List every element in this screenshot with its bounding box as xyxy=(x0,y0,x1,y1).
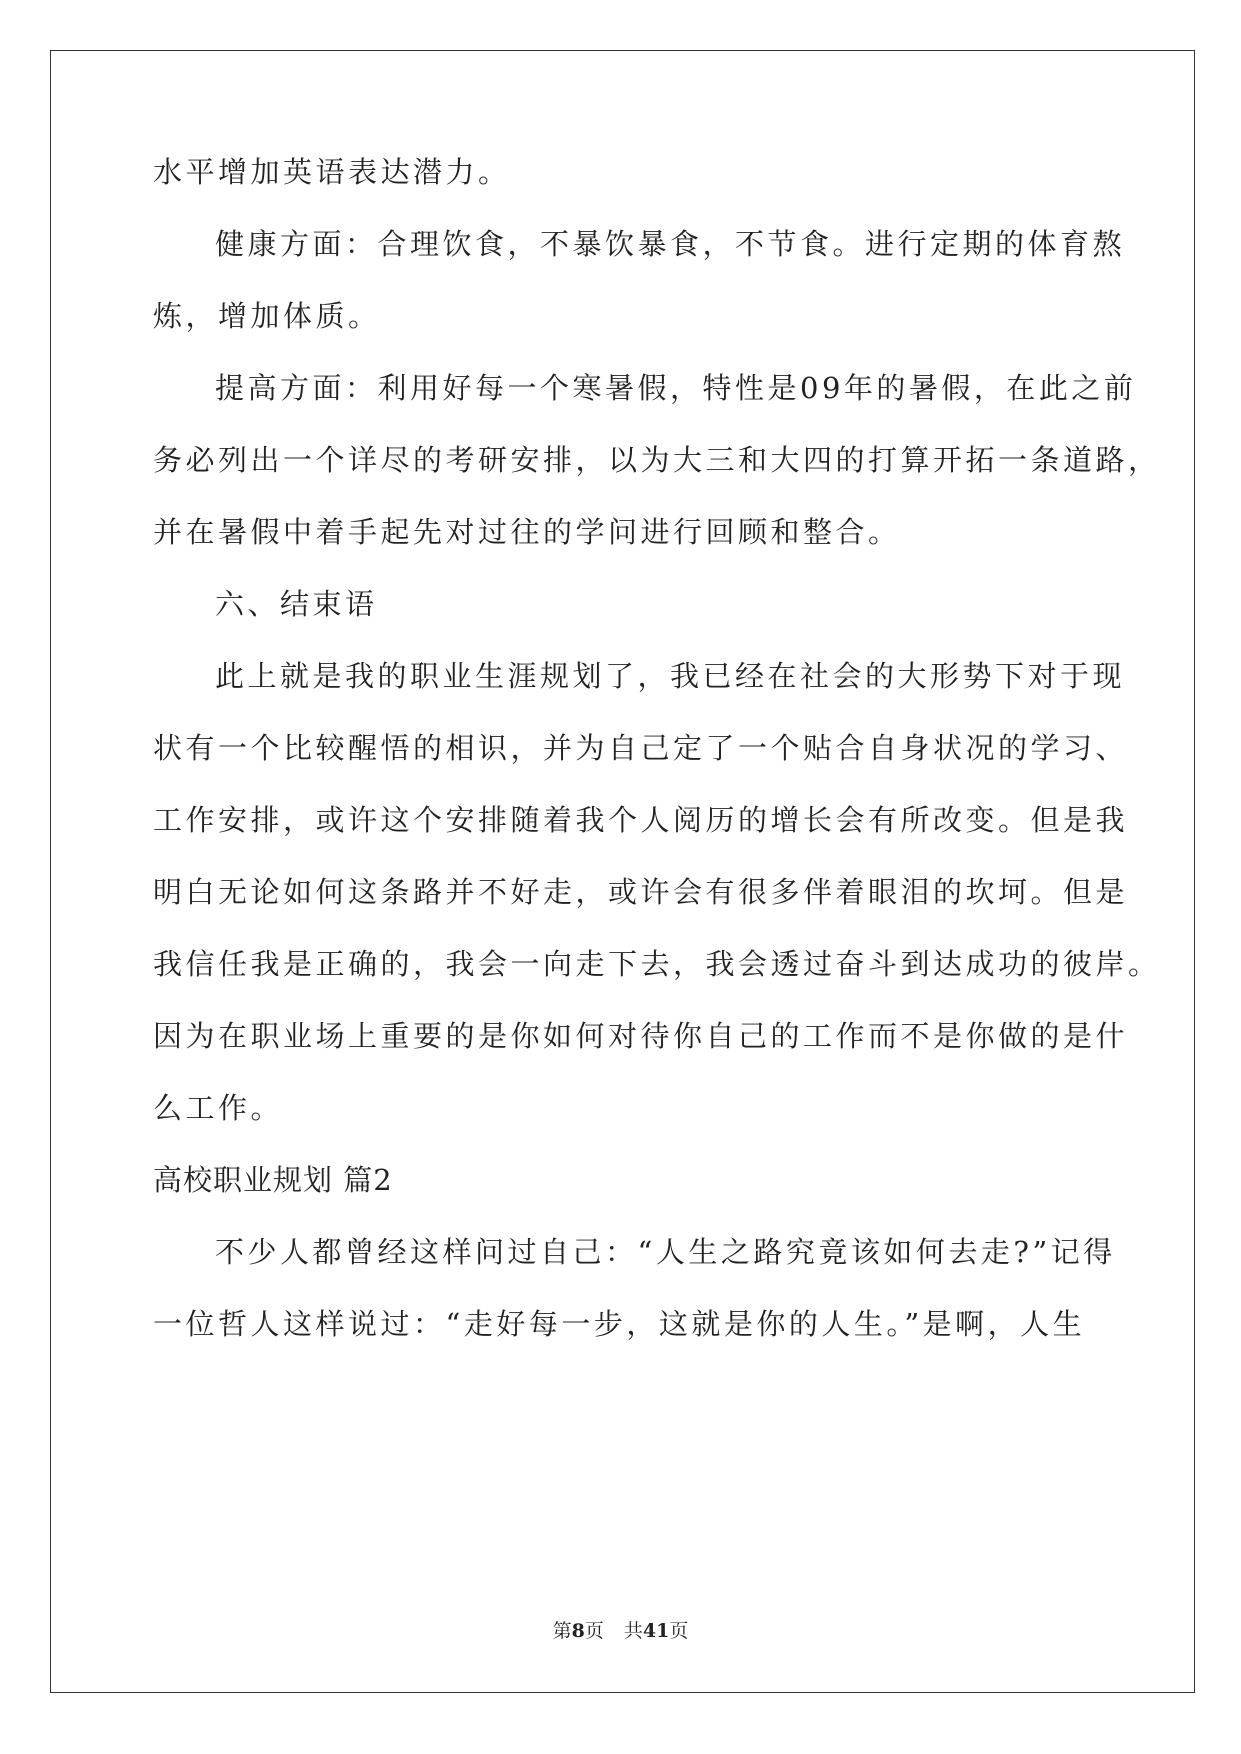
text-line: 我信任我是正确的，我会一向走下去，我会透过奋斗到达成功的彼岸。 xyxy=(153,947,1161,981)
text-line: 么工作。 xyxy=(153,1091,284,1125)
text-line: 因为在职业场上重要的是你如何对待你自己的工作而不是你做的是什 xyxy=(153,1019,1129,1053)
total-prefix: 共 xyxy=(623,1620,643,1642)
total-pages: 41 xyxy=(642,1620,670,1642)
text-line: 明白无论如何这条路并不好走，或许会有很多伴着眼泪的坎坷。但是 xyxy=(153,875,1129,909)
text-line: 工作安排，或许这个安排随着我个人阅历的增长会有所改变。但是我 xyxy=(153,803,1129,837)
page-suffix: 页 xyxy=(584,1620,604,1642)
text-line: 此上就是我的职业生涯规划了，我已经在社会的大形势下对于现 xyxy=(215,659,1126,693)
page-footer xyxy=(0,1618,1241,1644)
page-number: 8 xyxy=(571,1620,585,1642)
page-prefix: 第 xyxy=(552,1620,572,1642)
text-line: 健康方面：合理饮食，不暴饮暴食，不节食。进行定期的体育熬 xyxy=(215,227,1126,261)
text-line: 一位哲人这样说过：“走好每一步，这就是你的人生。”是啊，人生 xyxy=(153,1307,1086,1341)
text-line: 炼，增加体质。 xyxy=(153,299,381,333)
text-line: 不少人都曾经这样问过自己：“人生之路究竟该如何去走?”记得 xyxy=(215,1235,1116,1269)
text-line: 状有一个比较醒悟的相识，并为自己定了一个贴合自身状况的学习、 xyxy=(153,731,1129,765)
text-line: 并在暑假中着手起先对过往的学问进行回顾和整合。 xyxy=(153,515,901,549)
text-line: 水平增加英语表达潜力。 xyxy=(153,155,511,189)
article-heading: 高校职业规划 篇2 xyxy=(153,1163,393,1197)
section-title: 六、结束语 xyxy=(215,587,378,621)
total-suffix: 页 xyxy=(669,1620,689,1642)
text-line: 务必列出一个详尽的考研安排，以为大三和大四的打算开拓一条道路， xyxy=(153,443,1161,477)
text-line: 提高方面：利用好每一个寒暑假，特性是09年的暑假，在此之前 xyxy=(215,371,1137,405)
